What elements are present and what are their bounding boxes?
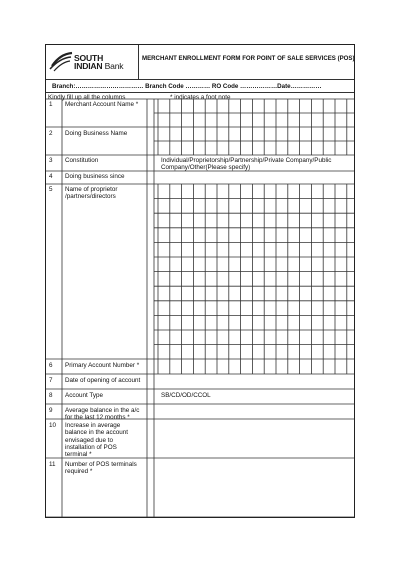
row-7-number: 7 bbox=[49, 377, 53, 384]
row-1-label: Merchant Account Name * bbox=[65, 101, 139, 108]
row-10-number: 10 bbox=[49, 422, 57, 429]
row-5-label: Name of proprietor /partners/directors bbox=[65, 186, 118, 201]
logo-line-bank: Bank bbox=[104, 61, 124, 71]
row-5-number: 5 bbox=[49, 186, 53, 193]
footnote-hint: * indicates a foot note bbox=[170, 94, 231, 101]
form-title: MERCHANT ENROLLMENT FORM FOR POINT OF SALE SERVICES (POS) bbox=[142, 55, 355, 62]
row-4-label: Doing business since bbox=[65, 173, 125, 180]
row-10-label: Increase in average balance in the account envisaged due to installation of POS terminal * bbox=[65, 422, 129, 459]
row-3-number: 3 bbox=[49, 157, 53, 164]
row-1-number: 1 bbox=[49, 101, 53, 108]
enrollment-form bbox=[45, 44, 355, 518]
branch-line[interactable]: Branch:…………………………… Branch Code ………… RO Code ………………Date…………… bbox=[52, 83, 322, 90]
row-2-number: 2 bbox=[49, 130, 53, 137]
instruction-text: Kindly fill up all the columns bbox=[48, 94, 126, 101]
row-4-number: 4 bbox=[49, 173, 53, 180]
row-9-number: 9 bbox=[49, 407, 53, 414]
row-2-label: Doing Business Name bbox=[65, 130, 128, 137]
row-7-label: Date of opening of account bbox=[65, 377, 141, 384]
row-11-label: Number of POS terminals required * bbox=[65, 461, 137, 476]
logo-line-south: SOUTH bbox=[74, 53, 104, 63]
row-8-number: 8 bbox=[49, 392, 53, 399]
account-type-options[interactable]: SB/CD/OD/CCOL bbox=[161, 392, 211, 399]
row-6-label: Primary Account Number * bbox=[65, 362, 140, 369]
row-11-number: 11 bbox=[49, 461, 56, 468]
constitution-options[interactable]: Individual/Proprietorship/Partnership/Private Company/Public Company/Other(Please specify) bbox=[161, 157, 332, 172]
row-9-label: Average balance in the a/c for the last 12 months * bbox=[65, 407, 140, 422]
row-3-label: Constitution bbox=[65, 157, 99, 164]
logo-line-indian: INDIAN bbox=[74, 61, 103, 71]
row-6-number: 6 bbox=[49, 362, 53, 369]
row-8-label: Account Type bbox=[65, 392, 104, 399]
